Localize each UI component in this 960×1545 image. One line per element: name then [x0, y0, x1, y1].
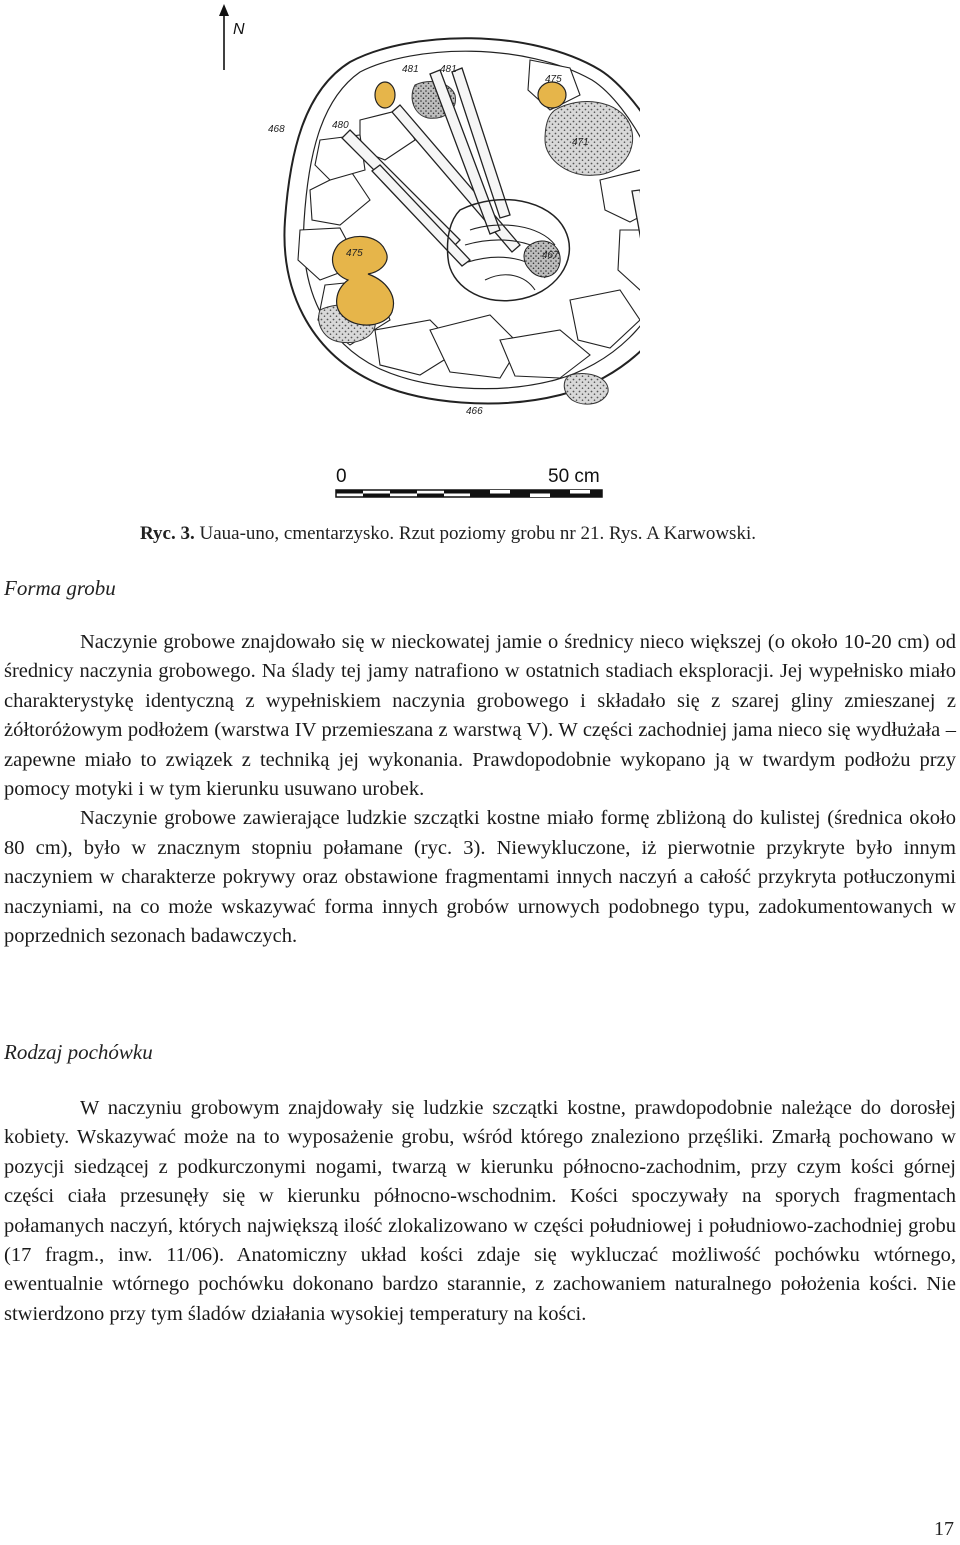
- find-label-466: 466: [466, 406, 483, 417]
- north-label: N: [233, 21, 245, 38]
- scale-start-label: 0: [336, 466, 347, 487]
- section-body-rodzaj-pochowku: [4, 1094, 956, 1329]
- find-label-475a: 475: [545, 74, 562, 85]
- find-label-467: 467: [542, 250, 559, 261]
- paragraph: Naczynie grobowe znajdowało się w nieckowatej jamie o średnicy nieco większej (o około 10-20 cm) od średnicy naczynia grobowego. Na ślady tej jamy natrafiono w ostatnich stadiach eksploracji. Jej wypełnisko miało charakterystykę identyczną z wypełniskiem naczynia grobowego i składało się z szarej gliny zmieszanej z żółtoróżowym podłożem (warstwa IV przemieszana z warstwą V). W części zachodniej jama nieco się wydłużała – zapewne miało to związek z techniką jej wykonania. Prawdopodobnie wykopano ją w twardym podłożu przy pomocy motyki i w tym kierunku usuwano urobek.: [4, 631, 956, 801]
- find-label-481b: 481: [440, 64, 457, 75]
- section-heading-rodzaj-pochowku: Rodzaj pochówku: [4, 1040, 153, 1064]
- page-number: 17: [934, 1518, 954, 1540]
- figure-caption-text: Uaua-uno, cmentarzysko. Rzut poziomy grobu nr 21. Rys. A Karwowski.: [199, 523, 756, 544]
- find-label-481a: 481: [402, 64, 419, 75]
- scale-end-label: 50 cm: [548, 466, 600, 487]
- section-body-forma-grobu: [4, 628, 956, 951]
- find-label-471: 471: [572, 137, 589, 148]
- grave-plan-drawing: [200, 0, 640, 510]
- figure-number: Ryc. 3.: [140, 523, 195, 544]
- find-label-475b: 475: [346, 248, 363, 259]
- figure-caption: [140, 523, 756, 545]
- paragraph: Naczynie grobowe zawierające ludzkie szczątki kostne miało formę zbliżoną do kulistej (średnica około 80 cm), było w znacznym stopniu połamane (ryc. 3). Niewykluczone, iż pierwotnie przykryte było innym naczyniem w charakterze pokrywy oraz obstawione fragmentami innych naczyń a całość przykryta potłuczonymi naczyniami, na co może wskazywać forma innych grobów urnowych podobnego typu, zadokumentowanych w poprzednich sezonach badawczych.: [4, 807, 956, 948]
- find-label-480: 480: [332, 120, 349, 131]
- scale-bar: [336, 466, 602, 497]
- north-arrow: [219, 4, 245, 70]
- paragraph: W naczyniu grobowym znajdowały się ludzkie szczątki kostne, prawdopodobnie należące do dorosłej kobiety. Wskazywać może na to wyposażenie grobu, wśród którego znaleziono przęśliki. Zmarłą pochowano w pozycji siedzącej z podkurczonymi nogami, twarzą w kierunku północno-zachodnim, przy czym kości górnej części ciała przesunęły się w kierunku północno-wschodnim. Kości spoczywały na sporych fragmentach połamanych naczyń, których największą ilość zlokalizowano w części południowej i południowo-zachodniej grobu (17 fragm., inw. 11/06). Anatomiczny układ kości zdaje się wykluczać możliwość pochówku wtórnego, ewentualnie wtórnego pochówku dokonano bardzo starannie, z zachowaniem naturalnego położenia kości. Nie stwierdzono przy tym śladów działania wysokiej temperatury na kości.: [4, 1097, 956, 1325]
- grave-plan-figure: [200, 0, 640, 510]
- find-label-468: 468: [268, 124, 285, 135]
- section-heading-forma-grobu: Forma grobu: [4, 576, 116, 600]
- stipple-area-471: [545, 102, 633, 176]
